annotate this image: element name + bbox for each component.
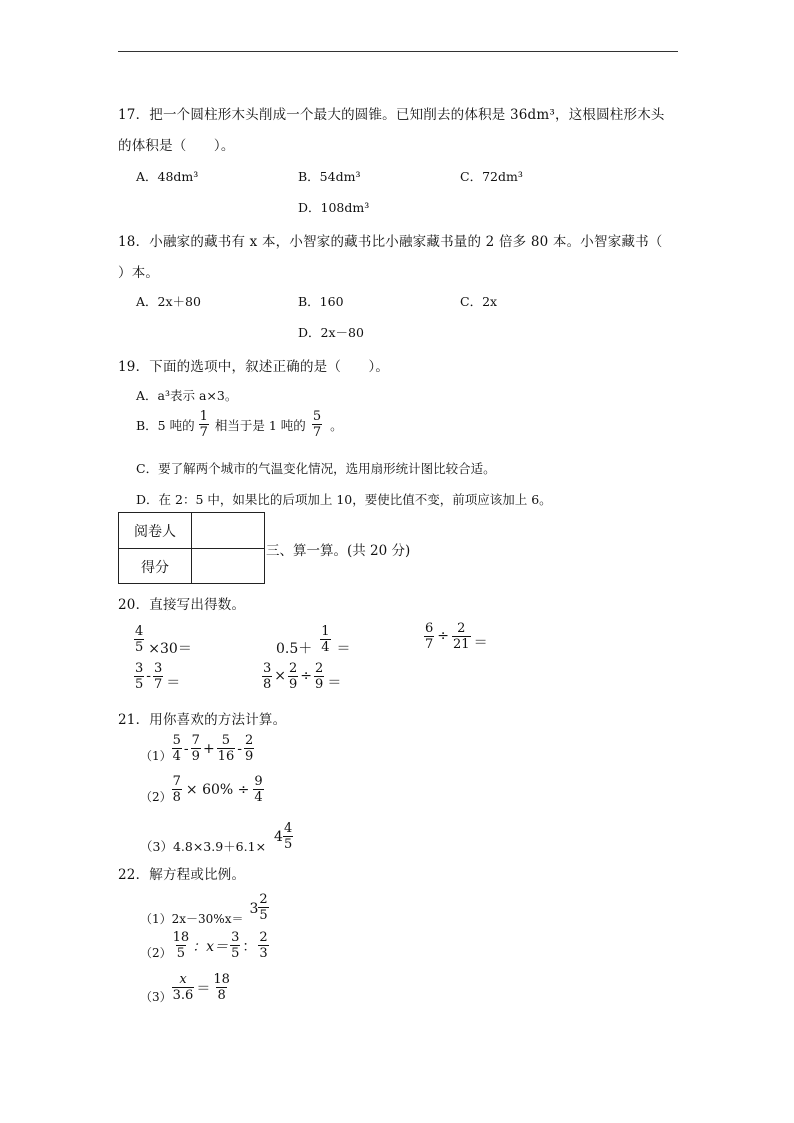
fraction: $\frac{5}{16}$ [217, 733, 235, 764]
score-box [118, 512, 265, 584]
q20-expr-2: 0.5＋ $\frac{1}{4}$ ＝ [276, 623, 351, 657]
fraction: $\frac{x}{3.6}$ [172, 972, 194, 1003]
q20-expr-5: $\frac{3}{8}$ × $\frac{2}{9}$ ÷ $\frac{2}{9}$ ＝ [263, 660, 342, 692]
q18-line1: 18．小融家的藏书有 x 本，小智家的藏书比小融家藏书量的 2 倍多 80 本。小智家藏书（ [118, 234, 663, 250]
fraction: $\frac{5}{7}$ [312, 409, 322, 440]
fraction: $\frac{3}{8}$ [263, 660, 272, 692]
q22-part-1: （1）2x－30%x＝ 3 $\frac{2}{5}$ [140, 892, 268, 926]
section-3-heading: 三、算一算。(共 20 分) [266, 543, 411, 559]
q20-expr-3: $\frac{6}{7}$ ÷ $\frac{2}{21}$ ＝ [425, 620, 488, 652]
q21-part-3: （3）4.8×3.9＋6.1× 4 $\frac{4}{5}$ [140, 820, 293, 854]
fraction: $\frac{2}{5}$ [259, 892, 268, 923]
q18-option-d[interactable]: D．2x－80 [298, 325, 364, 340]
reviewer-label: 阅卷人 [119, 513, 192, 548]
q19-option-c[interactable]: C．要了解两个城市的气温变化情况，选用扇形统计图比较合适。 [136, 461, 496, 476]
fraction: $\frac{2}{9}$ [289, 660, 298, 692]
q18-option-a[interactable]: A．2x＋80 [136, 294, 201, 309]
q20-expr-1: $\frac{4}{5}$ ×30＝ [135, 623, 192, 657]
q17-line1: 17．把一个圆柱形木头削成一个最大的圆锥。已知削去的体积是 36dm³，这根圆柱形木头 [118, 107, 665, 123]
mixed-number: 4 $\frac{4}{5}$ [274, 820, 293, 852]
q21-part-1: （1） $\frac{5}{4}$ - $\frac{7}{9}$ + $\frac{5}{16}$ - $\frac{2}{9}$ [140, 733, 254, 764]
fraction: $\frac{2}{9}$ [244, 733, 254, 764]
q18-option-c[interactable]: C．2x [460, 294, 498, 309]
q18-line2: ）本。 [118, 265, 160, 281]
fraction: $\frac{7}{8}$ [172, 774, 181, 805]
q17-option-c[interactable]: C．72dm³ [460, 169, 523, 184]
fraction: $\frac{3}{5}$ [135, 660, 144, 692]
q19-line1: 19．下面的选项中，叙述正确的是（ ）。 [118, 359, 390, 375]
q17-option-d[interactable]: D．108dm³ [298, 200, 370, 215]
q22-part-2: （2） $\frac{18}{5}$ ：x＝ $\frac{3}{5}$ ： $\frac{2}{3}$ [140, 930, 268, 961]
q21-part-2: （2） $\frac{7}{8}$ × 60% ÷ $\frac{9}{4}$ [140, 774, 263, 805]
q17-line2: 的体积是（ ）。 [118, 138, 235, 154]
fraction: $\frac{3}{7}$ [154, 660, 163, 692]
q21-title: 21．用你喜欢的方法计算。 [118, 712, 287, 728]
q22-part-3: （3） $\frac{x}{3.6}$ ＝ $\frac{18}{8}$ [140, 972, 230, 1004]
q20-title: 20．直接写出得数。 [118, 597, 246, 613]
fraction: $\frac{5}{4}$ [172, 733, 181, 764]
q22-title: 22．解方程或比例。 [118, 867, 246, 883]
fraction: $\frac{2}{21}$ [453, 620, 470, 652]
fraction: $\frac{2}{3}$ [259, 930, 268, 961]
fraction: $\frac{7}{9}$ [191, 733, 200, 764]
fraction: $\frac{18}{8}$ [213, 972, 230, 1003]
fraction: $\frac{2}{9}$ [315, 660, 324, 692]
q17-option-a[interactable]: A．48dm³ [136, 169, 199, 184]
q18-option-b[interactable]: B．160 [298, 294, 344, 309]
mixed-number: 3 $\frac{2}{5}$ [249, 892, 268, 923]
q17-option-b[interactable]: B．54dm³ [298, 169, 361, 184]
fraction: $\frac{4}{5}$ [135, 623, 144, 655]
score-box-row-reviewer [119, 513, 264, 549]
score-box-row-score [119, 549, 264, 584]
q19-option-d[interactable]: D．在 2：5 中，如果比的后项加上 10，要使比值不变，前项应该加上 6。 [136, 492, 552, 507]
fraction: $\frac{4}{5}$ [283, 820, 293, 852]
fraction: $\frac{1}{7}$ [199, 409, 208, 440]
q19-option-b[interactable]: B．5 吨的 $\frac{1}{7}$ 相当于是 1 吨的 $\frac{5}{7}$ 。 [136, 409, 343, 440]
fraction: $\frac{9}{4}$ [254, 774, 263, 805]
fraction: $\frac{3}{5}$ [231, 930, 240, 961]
fraction: $\frac{6}{7}$ [425, 620, 434, 652]
score-label: 得分 [119, 549, 192, 584]
fraction: $\frac{18}{5}$ [172, 930, 190, 961]
q20-expr-4: $\frac{3}{5}$ - $\frac{3}{7}$ ＝ [135, 660, 181, 692]
q19-option-a[interactable]: A．a³表示 a×3。 [136, 388, 238, 403]
fraction: $\frac{1}{4}$ [321, 623, 330, 655]
header-rule [118, 51, 678, 52]
